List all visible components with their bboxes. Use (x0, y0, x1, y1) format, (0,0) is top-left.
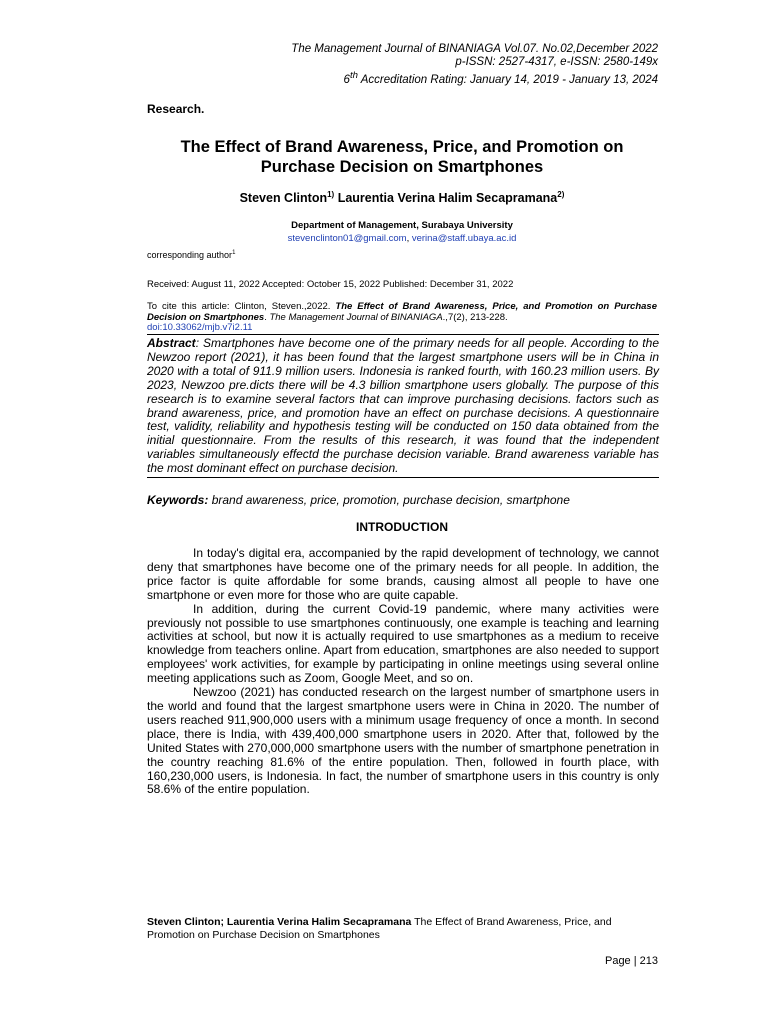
footer-title: The Effect of Brand Awareness, Price, and Promotion on Purchase Decision on Smartphones (147, 916, 612, 941)
title-line-2: Purchase Decision on Smartphones (260, 158, 544, 176)
footer-authors: Steven Clinton; Laurentia Verina Halim Secapramana (147, 916, 412, 928)
cite-journal: The Management Journal of BINANIAGA (269, 311, 443, 323)
cite-suffix: .,7(2), 213-228. (442, 311, 508, 323)
page-number: Page | 213 (604, 955, 658, 967)
cite-title: The Effect of Brand Awareness, Price, and Promotion on Purchase Decision on Smartphones (147, 301, 657, 323)
abstract (147, 335, 659, 477)
keywords-label: Keywords: (147, 493, 209, 507)
keywords (147, 493, 659, 507)
journal-header: The Management Journal of BINANIAGA Vol.07. No.02,December 2022 (291, 43, 658, 55)
author-1-affiliation: 1) (327, 190, 335, 199)
paragraph: Newzoo (2021) has conducted research on the largest number of smartphone users in the world and found that the largest smartphone users were in China in 2020. The number of users reached 911,900,000 users with a minimum usage frequency of once a month. In second place, there is India, with 439,400,000 smartphone users in 2020. After that, followed by the United States with 270,000,000 smartphone users with the number of smartphone penetration in the country reaching 81.6% of the entire population. Then, followed in fourth place, with 160,230,000 users, is Indonesia. In fact, the number of smartphone users in this country is only 58.6% of the entire population. (147, 685, 659, 797)
corresponding-author-note (147, 250, 235, 260)
doi-link[interactable]: doi:10.33062/mjb.v7i2.11 (147, 322, 253, 333)
introduction-heading: INTRODUCTION (356, 520, 448, 534)
accreditation-text: Accreditation Rating: January 14, 2019 - January 13, 2024 (357, 73, 658, 86)
department: Department of Management, Surabaya University (291, 220, 513, 231)
paragraph: In addition, during the current Covid-19 pandemic, where many activities were previously not possible to use smartphones continuously, one example is teaching and learning activities at school, but now it is actually required to use smartphones as a medium to receive knowledge from teachers online. Apart from education, smartphones are also needed to support employees' work activities, for example by participating in online meetings using several online meeting applications such as Zoom, Google Meet, and so on. (147, 601, 659, 686)
email-link-1[interactable]: stevenclinton01@gmail.com (287, 233, 407, 244)
citation (147, 302, 657, 334)
email-link-2[interactable]: verina@staff.ubaya.ac.id (411, 233, 517, 244)
article-title (147, 137, 657, 177)
publication-dates: Received: August 11, 2022 Accepted: October 15, 2022 Published: December 31, 2022 (147, 279, 514, 290)
cite-prefix: To cite this article: Clinton, Steven.,2022. (147, 301, 336, 312)
author-2-affiliation: 2) (557, 190, 565, 199)
abstract-text: : Smartphones have become one of the primary needs for all people. According to the Newzoo report (2021), it has been found that the largest smartphone users will be in China in 2020 with a total of 911.9 million users. Indonesia is ranked fourth, with 160.23 million users. By 2023, Newzoo pre.dicts there will be 4.3 billion smartphone users globally. The purpose of this research is to examine several factors that can improve purchasing decisions. factors such as brand awareness, price, and promotion have an effect on purchase decisions. A questionnaire test, validity, reliability and hypothesis testing will be conducted on 150 data obtained from the initial questionnaire. From the results of this research, it was found that the independent variables simultaneously effectd the purchase decision variable. Brand awareness variable has the most dominant effect on purchase decision. (147, 336, 659, 476)
title-line-1: The Effect of Brand Awareness, Price, and Promotion on (180, 138, 624, 156)
keywords-text: brand awareness, price, promotion, purchase decision, smartphone (208, 493, 570, 507)
abstract-box (147, 334, 659, 478)
cite-mid: . (264, 311, 270, 323)
abstract-label: Abstract (147, 336, 196, 350)
running-footer (147, 916, 657, 942)
article-category: Research. (147, 102, 205, 116)
accreditation-line (344, 69, 658, 87)
author-2: Laurentia Verina Halim Secapramana (334, 191, 558, 206)
email-separator: , (406, 233, 412, 244)
author-1: Steven Clinton (239, 191, 328, 206)
introduction-body (147, 547, 659, 797)
accreditation-ordinal: th (349, 70, 358, 81)
paragraph: In today's digital era, accompanied by the rapid development of technology, we cannot deny that smartphones have become one of the primary needs for all people. In addition, the price factor is quite affordable for some brands, causing almost all people to have one smartphone or even more for those who are quite capable. (147, 546, 659, 602)
accreditation-number: 6 (343, 73, 350, 86)
issn-line: p-ISSN: 2527-4317, e-ISSN: 2580-149x (455, 56, 658, 68)
corresponding-text: corresponding author (147, 250, 233, 260)
author-list (147, 190, 657, 205)
corresponding-sup: 1 (232, 250, 236, 256)
author-emails (147, 233, 657, 244)
